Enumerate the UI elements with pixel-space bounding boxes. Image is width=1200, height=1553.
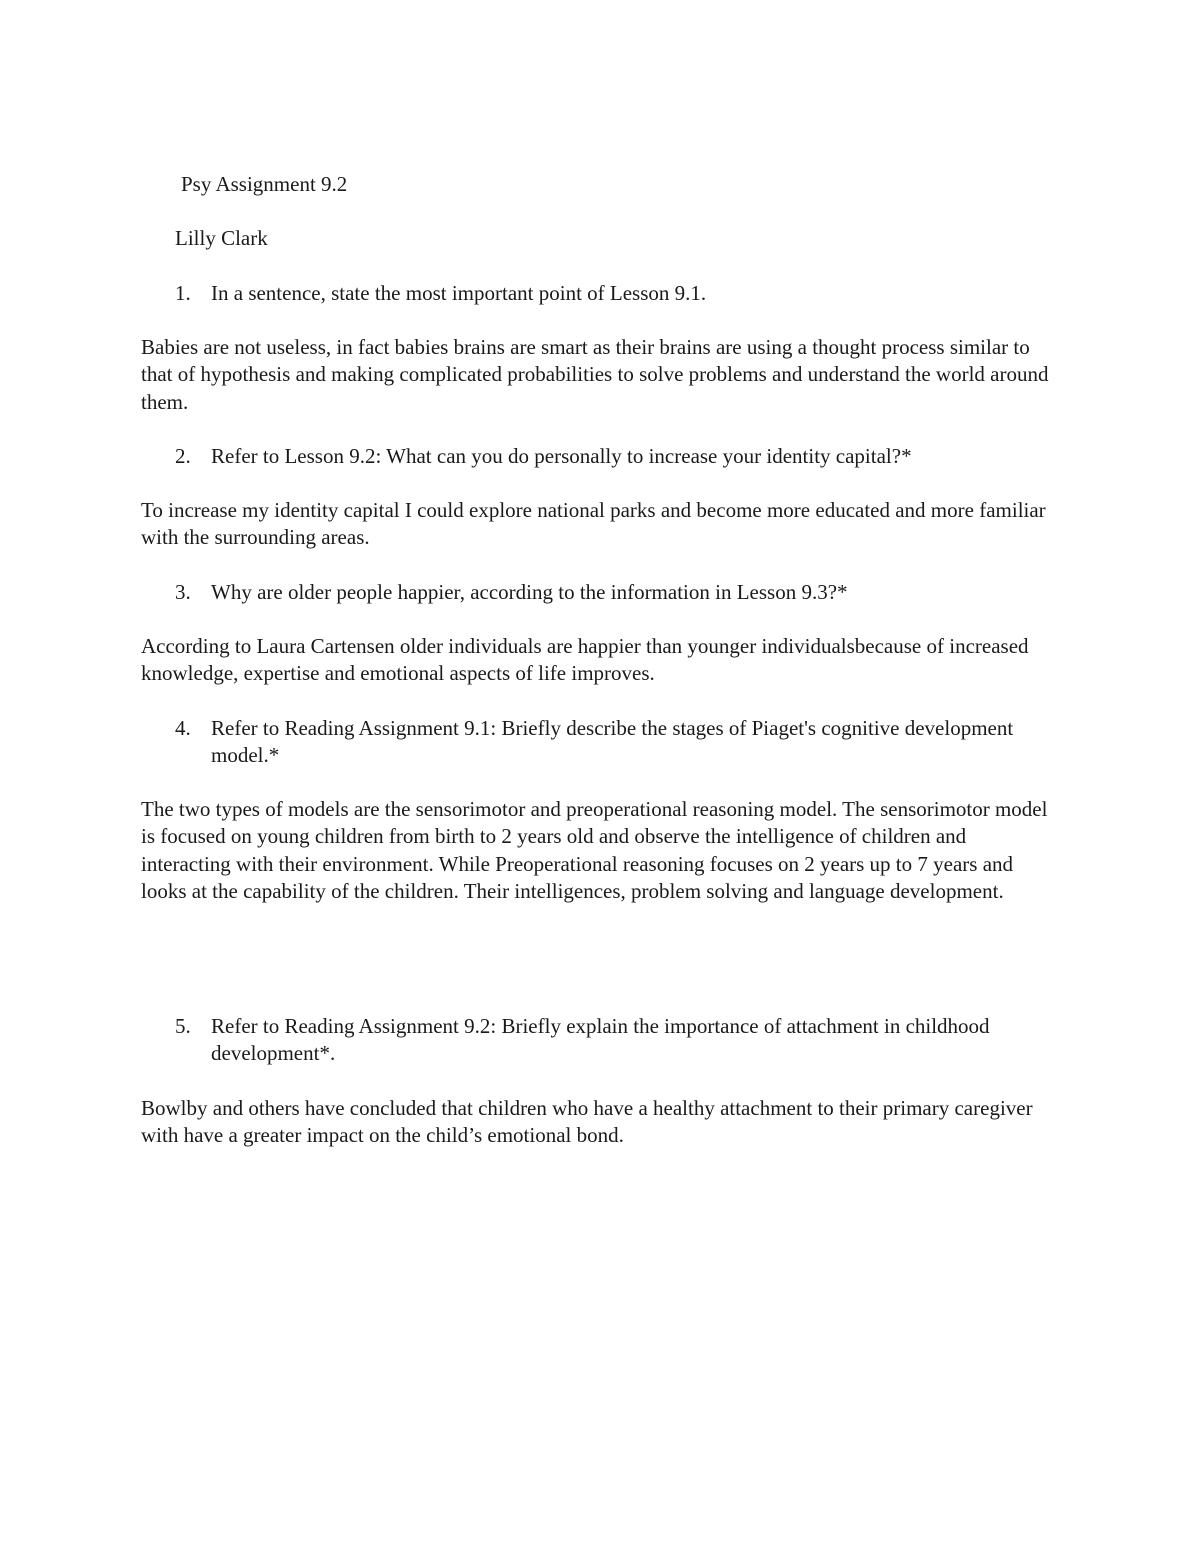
question-number: 2.	[175, 444, 191, 468]
question-number: 4.	[175, 716, 191, 740]
question-number: 1.	[175, 281, 191, 305]
question-text: Refer to Lesson 9.2: What can you do personally to increase your identity capital?*	[211, 444, 912, 468]
answer-5: Bowlby and others have concluded that children who have a healthy attachment to their primary caregiver with have a greater impact on the child’s emotional bond.	[141, 1096, 1033, 1148]
question-number: 5.	[175, 1014, 191, 1038]
question-text: In a sentence, state the most important point of Lesson 9.1.	[211, 281, 707, 305]
document-title: Psy Assignment 9.2	[181, 172, 348, 196]
question-text: Why are older people happier, according to the information in Lesson 9.3?*	[211, 580, 848, 604]
question-number: 3.	[175, 580, 191, 604]
question-text: Refer to Reading Assignment 9.2: Briefly explain the importance of attachment in childhood development*.	[211, 1014, 990, 1066]
answer-1: Babies are not useless, in fact babies brains are smart as their brains are using a thought process similar to that of hypothesis and making complicated probabilities to solve problems and understand the world around them.	[141, 335, 1049, 414]
answer-2: To increase my identity capital I could explore national parks and become more educated and more familiar with the surrounding areas.	[141, 498, 1046, 550]
answer-3: According to Laura Cartensen older individuals are happier than younger individualsbecause of increased knowledge, expertise and emotional aspects of life improves.	[141, 634, 1029, 686]
answer-4: The two types of models are the sensorimotor and preoperational reasoning model. The sensorimotor model is focused on young children from birth to 2 years old and observe the intelligence of children and interacting with their environment. While Preoperational reasoning focuses on 2 years up to 7 years and looks at the capability of the children. Their intelligences, problem solving and language development.	[141, 797, 1048, 903]
question-text: Refer to Reading Assignment 9.1: Briefly describe the stages of Piaget's cognitive development model.*	[211, 716, 1014, 768]
author-name: Lilly Clark	[175, 226, 268, 250]
